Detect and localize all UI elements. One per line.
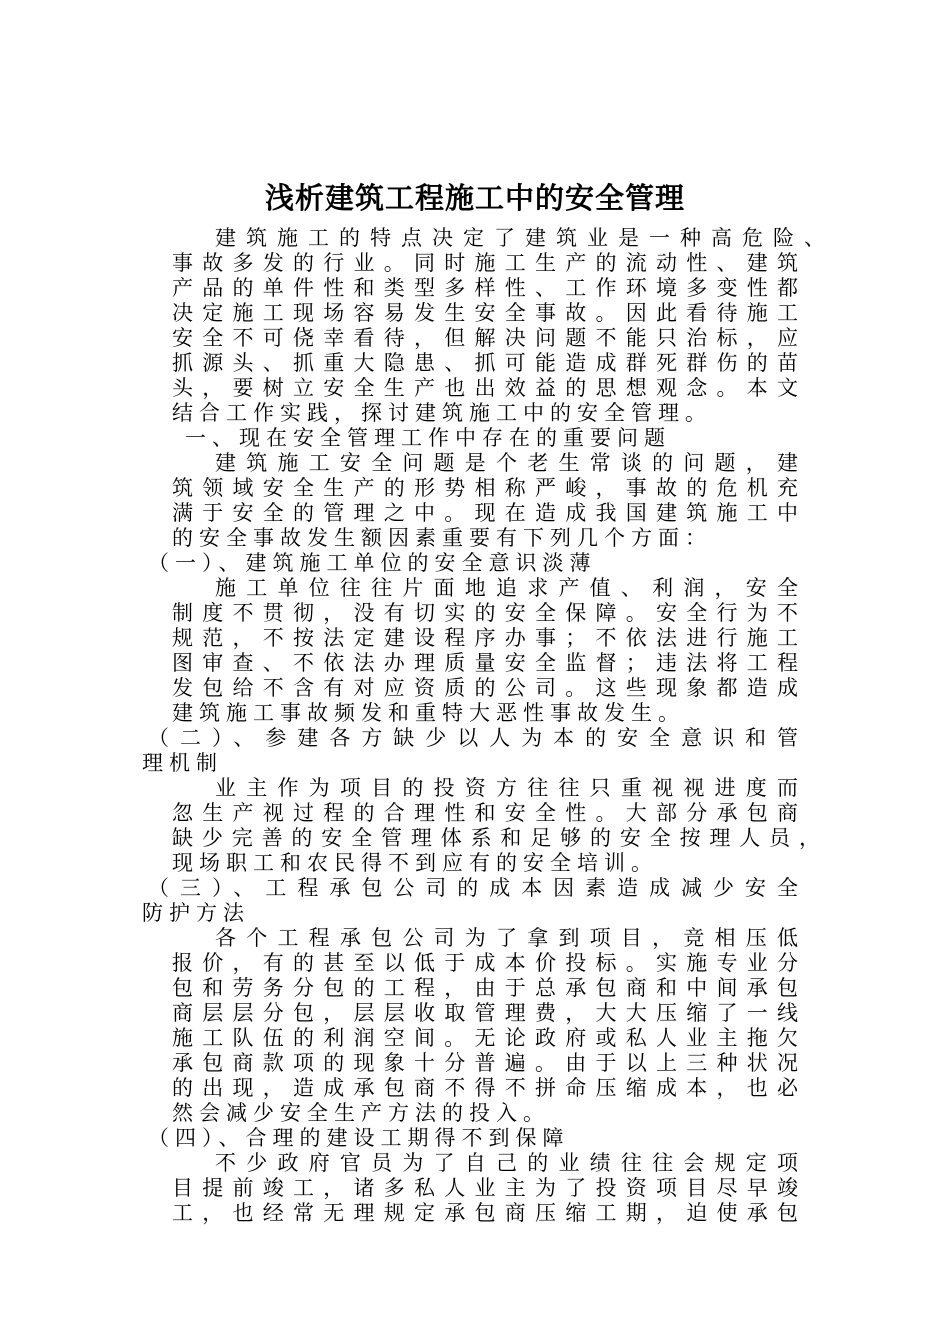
subsection-heading: （三）、工程承包公司的成本因素造成减少安全 bbox=[148, 876, 798, 900]
subsection-heading: （二）、参建各方缺少以人为本的安全意识和管 bbox=[148, 726, 798, 750]
document-title: 浅析建筑工程施工中的安全管理 bbox=[264, 181, 685, 215]
text-line: 各个工程承包公司为了拿到项目，竞相压低 bbox=[215, 926, 798, 950]
text-line: 施工单位往往片面地追求产值、利润，安全 bbox=[215, 576, 798, 600]
text-line: 满于安全的管理之中。现在造成我国建筑施工中 bbox=[172, 501, 798, 525]
text-line: 承包商款项的现象十分普遍。由于以上三种状况 bbox=[172, 1051, 798, 1075]
text-line: 忽生产视过程的合理性和安全性。大部分承包商 bbox=[172, 801, 798, 825]
text-line: 筑领域安全生产的形势相称严峻，事故的危机充 bbox=[172, 476, 798, 500]
text-line: 建筑施工事故频发和重特大恶性事故发生。 bbox=[172, 701, 685, 725]
text-line: 头，要树立安全生产也出效益的思想观念。本文 bbox=[172, 376, 798, 400]
text-line: 业主作为项目的投资方往往只重视视进度而 bbox=[215, 776, 798, 800]
text-line: 包和劳务分包的工程，由于总承包商和中间承包 bbox=[172, 976, 798, 1000]
text-line: 建筑施工的特点决定了建筑业是一种高危险、 bbox=[215, 226, 825, 250]
text-line: 商层层分包，层层收取管理费，大大压缩了一线 bbox=[172, 1001, 798, 1025]
text-line: 的安全事故发生额因素重要有下列几个方面： bbox=[172, 526, 712, 550]
text-line: 规范，不按法定建设程序办事；不依法进行施工 bbox=[172, 626, 798, 650]
text-line: 然会减少安全生产方法的投入。 bbox=[172, 1101, 550, 1125]
subsection-heading-cont: 防护方法 bbox=[142, 901, 250, 925]
text-line: 不少政府官员为了自己的业绩往往会规定项 bbox=[215, 1151, 798, 1175]
text-line: 发包给不含有对应资质的公司。这些现象都造成 bbox=[172, 676, 798, 700]
text-line: 事故多发的行业。同时施工生产的流动性、建筑 bbox=[172, 251, 798, 275]
text-line: 的出现，造成承包商不得不拼命压缩成本，也必 bbox=[172, 1076, 798, 1100]
text-line: 结合工作实践，探讨建筑施工中的安全管理。 bbox=[172, 401, 712, 425]
subsection-heading: （四）、合理的建设工期得不到保障 bbox=[148, 1126, 570, 1150]
text-line: 图审查、不依法办理质量安全监督；违法将工程 bbox=[172, 651, 798, 675]
text-line: 工，也经常无理规定承包商压缩工期，迫使承包 bbox=[172, 1201, 798, 1225]
text-line: 施工队伍的利润空间。无论政府或私人业主拖欠 bbox=[172, 1026, 798, 1050]
section-heading: 一、现在安全管理工作中存在的重要问题 bbox=[185, 426, 671, 450]
text-line: 现场职工和农民得不到应有的安全培训。 bbox=[172, 851, 658, 875]
subsection-heading: （一）、建筑施工单位的安全意识淡薄 bbox=[148, 551, 597, 575]
text-line: 报价，有的甚至以低于成本价投标。实施专业分 bbox=[172, 951, 798, 975]
text-line: 缺少完善的安全管理体系和足够的安全按理人员， bbox=[172, 826, 820, 850]
text-line: 建筑施工安全问题是个老生常谈的问题，建 bbox=[215, 451, 798, 475]
text-line: 目提前竣工，诸多私人业主为了投资项目尽早竣 bbox=[172, 1176, 798, 1200]
text-line: 抓源头、抓重大隐患、抓可能造成群死群伤的苗 bbox=[172, 351, 798, 375]
text-line: 产品的单件性和类型多样性、工作环境多变性都 bbox=[172, 276, 798, 300]
text-line: 安全不可侥幸看待，但解决问题不能只治标，应 bbox=[172, 326, 798, 350]
text-line: 决定施工现场容易发生安全事故。因此看待施工 bbox=[172, 301, 798, 325]
text-line: 制度不贯彻，没有切实的安全保障。安全行为不 bbox=[172, 601, 798, 625]
subsection-heading-cont: 理机制 bbox=[142, 751, 223, 775]
